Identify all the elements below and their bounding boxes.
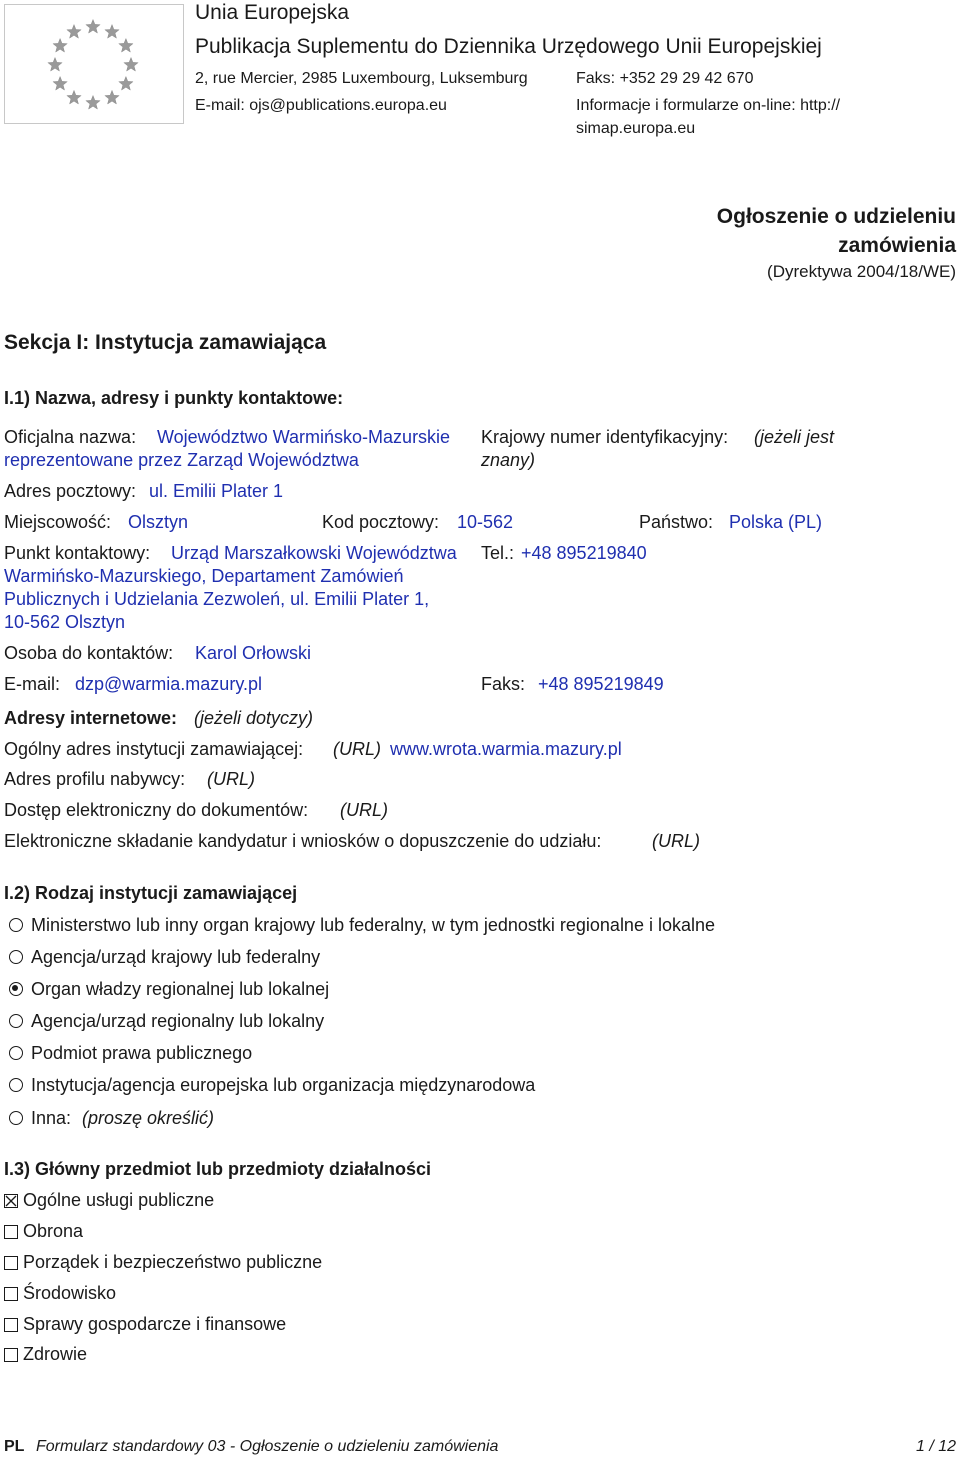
radio-icon[interactable] <box>9 918 23 932</box>
contact-value-1: Urząd Marszałkowski Województwa <box>171 543 457 563</box>
contact-value-3: Publicznych i Udzielania Zezwoleń, ul. Emilii Plater 1, <box>4 589 430 609</box>
edocs-url-label: (URL) <box>340 800 388 820</box>
person-label: Osoba do kontaktów: <box>4 643 174 663</box>
radio-icon[interactable] <box>9 1078 23 1092</box>
star-icon <box>86 20 100 34</box>
header-info-line1: Informacje i formularze on-line: http:// <box>576 97 841 114</box>
star-icon <box>105 25 119 39</box>
star-icon <box>86 96 100 110</box>
web-title: Adresy internetowe: <box>4 708 178 728</box>
official-name-label: Oficjalna nazwa: <box>4 427 137 447</box>
footer-page: 1 / 12 <box>915 1438 956 1455</box>
fax-value: +48 895219849 <box>538 674 664 694</box>
header-publication: Publikacja Suplementu do Dziennika Urzędowego Unii Europejskiej <box>195 35 822 58</box>
checkbox-icon[interactable] <box>4 1348 18 1362</box>
web-hint: (jeżeli dotyczy) <box>194 708 314 728</box>
official-name-value-1: Województwo Warmińsko-Mazurskie <box>157 427 451 447</box>
eu-flag-logo <box>4 4 184 124</box>
i3-title: I.3) Główny przedmiot lub przedmioty działalności <box>4 1159 432 1179</box>
tel-label: Tel.: <box>481 543 515 563</box>
star-icon <box>124 58 138 72</box>
postcode-label: Kod pocztowy: <box>322 512 440 532</box>
option-label: Sprawy gospodarcze i finansowe <box>23 1314 287 1334</box>
country-label: Państwo: <box>639 512 714 532</box>
option-label: Agencja/urząd krajowy lub federalny <box>31 947 321 967</box>
option-label: Instytucja/agencja europejska lub organizacja międzynarodowa <box>31 1075 536 1095</box>
national-id-hint-2: znany) <box>481 450 536 470</box>
checkbox-icon[interactable] <box>4 1256 18 1270</box>
option-label: Inna: <box>31 1108 72 1128</box>
email-label: E-mail: <box>4 674 61 694</box>
postcode-value: 10-562 <box>457 512 514 532</box>
checkbox-icon[interactable] <box>4 1287 18 1301</box>
star-icon <box>67 25 81 39</box>
checkbox-icon[interactable] <box>4 1225 18 1239</box>
general-address-label: Ogólny adres instytucji zamawiającej: <box>4 739 304 759</box>
postal-value: ul. Emilii Plater 1 <box>149 481 284 501</box>
star-icon <box>119 39 133 53</box>
option-label: Zdrowie <box>23 1344 88 1364</box>
option-label: Obrona <box>23 1221 84 1241</box>
national-id-label: Krajowy numer identyfikacyjny: <box>481 427 729 447</box>
star-icon <box>119 77 133 91</box>
star-icon <box>48 58 62 72</box>
star-icon <box>53 77 67 91</box>
option-label: Porządek i bezpieczeństwo publiczne <box>23 1252 323 1272</box>
header-address: 2, rue Mercier, 2985 Luxembourg, Luksemburg <box>195 70 528 87</box>
i2-title: I.2) Rodzaj instytucji zamawiającej <box>4 883 298 903</box>
notice-directive: (Dyrektywa 2004/18/WE) <box>767 262 956 281</box>
national-id-hint-1: (jeżeli jest <box>754 427 835 447</box>
radio-icon[interactable] <box>9 1046 23 1060</box>
star-icon <box>67 90 81 104</box>
country-value: Polska (PL) <box>729 512 823 532</box>
i1-title: I.1) Nazwa, adresy i punkty kontaktowe: <box>4 388 344 408</box>
header-info-line2: simap.europa.eu <box>576 120 696 137</box>
radio-icon[interactable] <box>9 950 23 964</box>
footer-lang: PL <box>4 1438 25 1455</box>
option-label: Organ władzy regionalnej lub lokalnej <box>31 979 330 999</box>
checkbox-icon[interactable] <box>4 1318 18 1332</box>
contact-value-2: Warmińsko-Mazurskiego, Departament Zamówień <box>4 566 404 586</box>
option-label: Podmiot prawa publicznego <box>31 1043 253 1063</box>
town-label: Miejscowość: <box>4 512 112 532</box>
buyer-url-label: (URL) <box>207 769 255 789</box>
radio-icon[interactable] <box>9 1014 23 1028</box>
option-hint: (proszę określić) <box>82 1108 215 1128</box>
notice-title-line1: Ogłoszenie o udzieleniu <box>716 205 956 228</box>
esubmit-label: Elektroniczne składanie kandydatur i wniosków o dopuszczenie do udziału: <box>4 831 602 851</box>
email-value: dzp@warmia.mazury.pl <box>75 674 262 694</box>
esubmit-url-label: (URL) <box>652 831 700 851</box>
general-address-value: www.wrota.warmia.mazury.pl <box>390 739 622 759</box>
star-icon <box>53 39 67 53</box>
tel-value: +48 895219840 <box>521 543 647 563</box>
option-label: Agencja/urząd regionalny lub lokalny <box>31 1011 325 1031</box>
general-url-label: (URL) <box>333 739 381 759</box>
town-value: Olsztyn <box>128 512 189 532</box>
section-title: Sekcja I: Instytucja zamawiająca <box>4 331 327 354</box>
fax-label: Faks: <box>481 674 526 694</box>
option-label: Środowisko <box>23 1283 117 1303</box>
star-icon <box>105 90 119 104</box>
contact-label: Punkt kontaktowy: <box>4 543 151 563</box>
buyer-profile-label: Adres profilu nabywcy: <box>4 769 186 789</box>
footer-form: Formularz standardowy 03 - Ogłoszenie o udzieleniu zamówienia <box>36 1438 499 1455</box>
radio-selected-icon[interactable] <box>9 982 23 996</box>
option-label: Ministerstwo lub inny organ krajowy lub federalny, w tym jednostki regionalne i lokalne <box>31 915 715 935</box>
option-label: Ogólne usługi publiczne <box>23 1190 215 1210</box>
postal-label: Adres pocztowy: <box>4 481 137 501</box>
header-org: Unia Europejska <box>195 1 350 24</box>
edocs-label: Dostęp elektroniczny do dokumentów: <box>4 800 309 820</box>
radio-icon[interactable] <box>9 1111 23 1125</box>
header-email: E-mail: ojs@publications.europa.eu <box>195 97 447 114</box>
person-value: Karol Orłowski <box>195 643 312 663</box>
official-name-value-2: reprezentowane przez Zarząd Województwa <box>4 450 359 470</box>
contact-value-4: 10-562 Olsztyn <box>4 612 126 632</box>
notice-title-line2: zamówienia <box>838 234 956 257</box>
checkbox-checked-icon[interactable] <box>4 1194 18 1208</box>
header-fax: Faks: +352 29 29 42 670 <box>576 70 754 87</box>
